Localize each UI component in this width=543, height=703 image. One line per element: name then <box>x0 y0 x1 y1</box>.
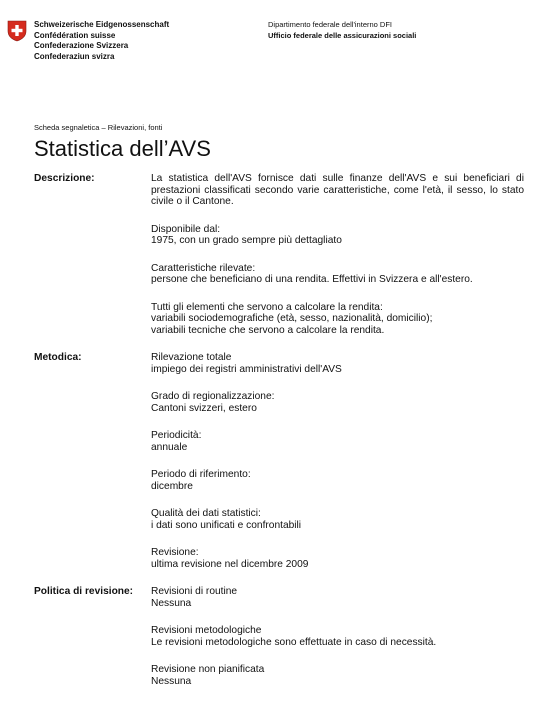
department-info <box>268 20 416 41</box>
confederation-name-rm: Confederaziun svizra <box>34 51 115 61</box>
rilevazione-line-2: impiego dei registri amministrativi dell'AVS <box>151 363 342 375</box>
caratteristiche-value: persone che beneficiano di una rendita. Effettivi in Svizzera e all'estero. <box>151 274 473 285</box>
department-name: Dipartimento federale dell'interno DFI <box>268 20 392 29</box>
confederation-name-fr: Confédération suisse <box>34 30 116 40</box>
section-descrizione <box>34 173 524 352</box>
qualita-label: Qualità dei dati statistici: <box>151 508 261 519</box>
disponibile-value: 1975, con un grado sempre più dettagliato <box>151 235 342 246</box>
section-politica-revisione <box>34 586 524 703</box>
office-name: Ufficio federale delle assicurazioni sociali <box>268 30 417 40</box>
swiss-cross-logo <box>7 20 27 42</box>
elementi-line-2: variabili tecniche che servono a calcolare la rendita. <box>151 324 385 336</box>
document-type-label: Scheda segnaletica – Rilevazioni, fonti <box>34 123 163 132</box>
document-body <box>34 173 524 703</box>
qualita-value: i dati sono unificati e confrontabili <box>151 519 302 531</box>
elementi-line-1: variabili sociodemografiche (età, sesso, nazionalità, domicilio); <box>151 313 433 324</box>
revisione-value: ultima revisione nel dicembre 2009 <box>151 558 309 570</box>
periodo-label: Periodo di riferimento: <box>151 469 251 480</box>
rilevazione-line-1: Rilevazione totale <box>151 352 232 363</box>
metodologiche-label: Revisioni metodologiche <box>151 625 262 636</box>
disponibile-label: Disponibile dal: <box>151 223 221 235</box>
routine-label: Revisioni di routine <box>151 586 238 597</box>
caratteristiche-label: Caratteristiche rilevate: <box>151 262 256 274</box>
page-title: Statistica dell’AVS <box>34 136 211 161</box>
section-label-descrizione: Descrizione: <box>34 173 95 184</box>
periodo-value: dicembre <box>151 480 193 492</box>
descrizione-intro: La statistica dell'AVS fornisce dati sulle finanze dell'AVS e sui beneficiari di prestazioni classificati secondo varie caratteristiche, come l'età, il sesso, lo stato civile o il Cantone. <box>151 173 524 207</box>
confederation-names <box>34 20 169 62</box>
non-pianificata-value: Nessuna <box>151 675 192 687</box>
periodicita-label: Periodicità: <box>151 430 202 441</box>
metodologiche-value: Le revisioni metodologiche sono effettuate in caso di necessità. <box>151 636 437 648</box>
section-label-politica: Politica di revisione: <box>34 586 134 597</box>
section-label-metodica: Metodica: <box>34 352 82 363</box>
regionalizzazione-value: Cantoni svizzeri, estero <box>151 402 257 414</box>
routine-value: Nessuna <box>151 597 192 609</box>
revisione-label: Revisione: <box>151 547 199 558</box>
elementi-label: Tutti gli elementi che servono a calcolare la rendita: <box>151 301 383 313</box>
non-pianificata-label: Revisione non pianificata <box>151 664 265 675</box>
section-metodica <box>34 352 524 586</box>
confederation-name-de: Schweizerische Eidgenossenschaft <box>34 20 170 29</box>
periodicita-value: annuale <box>151 441 188 453</box>
regionalizzazione-label: Grado di regionalizzazione: <box>151 391 275 402</box>
confederation-name-it: Confederazione Svizzera <box>34 41 129 50</box>
